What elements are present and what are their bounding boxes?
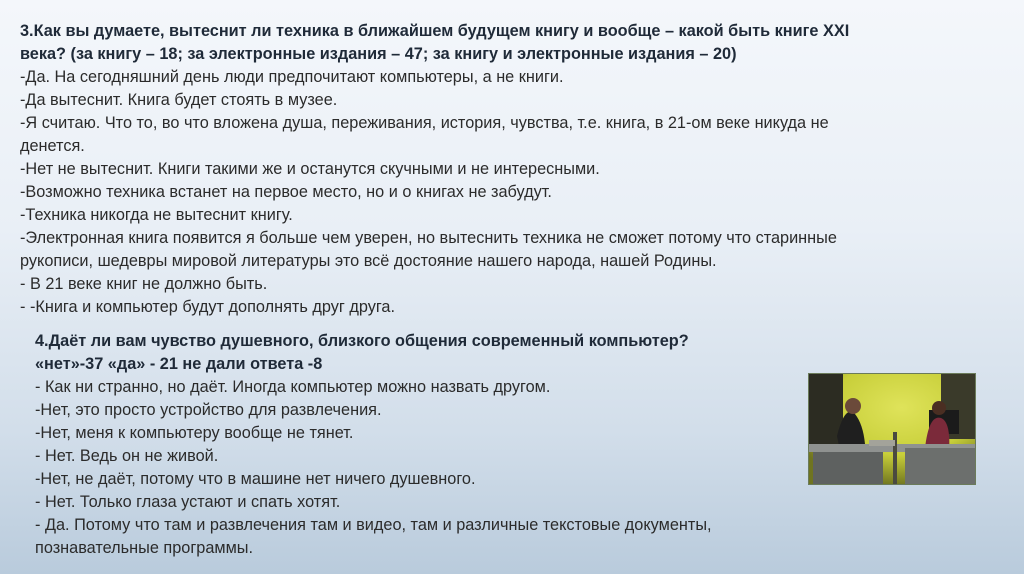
- photo-illustration: [809, 374, 976, 485]
- answer-line: - Как ни странно, но даёт. Иногда компьютер можно назвать другом.: [35, 378, 551, 396]
- answer-line: -Электронная книга появится я больше чем уверен, но вытеснить техника не сможет потому что старинные: [20, 229, 837, 247]
- answer-line: -Нет, это просто устройство для развлечения.: [35, 401, 382, 419]
- answer-line: - В 21 веке книг не должно быть.: [20, 275, 268, 293]
- computer-class-photo: [808, 373, 976, 485]
- question-3-block: [20, 20, 994, 319]
- answer-line: - Нет. Только глаза устают и спать хотят.: [35, 493, 341, 511]
- answer-line: -Техника никогда не вытеснит книгу.: [20, 206, 293, 224]
- answer-line: познавательные программы.: [35, 539, 253, 557]
- answer-line: -Возможно техника встанет на первое место, но и о книгах не забудут.: [20, 183, 552, 201]
- answer-line: -Да. На сегодняшний день люди предпочитают компьютеры, а не книги.: [20, 68, 564, 86]
- answer-line: рукописи, шедевры мировой литературы это всё достояние нашего народа, нашей Родины.: [20, 252, 717, 270]
- answer-line: - -Книга и компьютер будут дополнять друг друга.: [20, 298, 395, 316]
- question-4-heading-line-1: 4.Даёт ли вам чувство душевного, близкого общения современный компьютер?: [35, 332, 689, 350]
- answer-line: -Нет, не даёт, потому что в машине нет ничего душевного.: [35, 470, 476, 488]
- answer-line: -Я считаю. Что то, во что вложена душа, переживания, история, чувства, т.е. книга, в 21-ом веке никуда не: [20, 114, 829, 132]
- answer-line: -Да вытеснит. Книга будет стоять в музее.: [20, 91, 338, 109]
- answer-line: - Да. Потому что там и развлечения там и видео, там и различные текстовые документы,: [35, 516, 712, 534]
- question-4-heading-line-2: «нет»-37 «да» - 21 не дали ответа -8: [35, 355, 323, 373]
- question-3-heading-line-2: века? (за книгу – 18; за электронные издания – 47; за книгу и электронные издания – 20): [20, 45, 737, 63]
- answer-line: денется.: [20, 137, 85, 155]
- answer-line: -Нет не вытеснит. Книги такими же и останутся скучными и не интересными.: [20, 160, 600, 178]
- question-3-heading-line-1: 3.Как вы думаете, вытеснит ли техника в ближайшем будущем книгу и вообще – какой быть книге XXI: [20, 22, 850, 40]
- answer-line: -Нет, меня к компьютеру вообще не тянет.: [35, 424, 354, 442]
- answer-line: - Нет. Ведь он не живой.: [35, 447, 219, 465]
